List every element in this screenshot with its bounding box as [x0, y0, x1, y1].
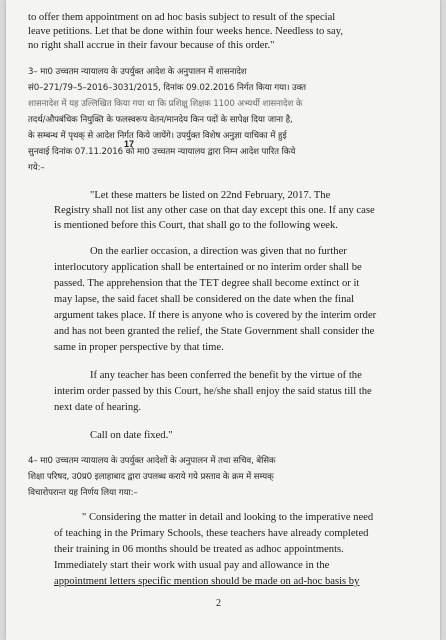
hindi-line: सं0–271/79–5–2016–3031/2015, दिनांक 09.02.2016 निर्गत किया गया। उक्त: [28, 83, 306, 93]
text-line: to offer them appointment on ad hoc basis subject to result of the special: [28, 12, 336, 23]
text-line: Call on date fixed.": [90, 430, 173, 441]
text-line: argument takes place. If there is anyone who is covered by the interim order: [54, 310, 377, 321]
text-line: appointment letters specific mention should be made on ad-hoc basis by: [54, 576, 360, 587]
hindi-line: 3– मा0 उच्चतम न्यायालय के उपर्युक्त आदेश के अनुपालन में शासनादेश: [28, 67, 247, 77]
hindi-line: सुनवाई दिनांक 07.11.2016 को मा0 उच्चतम न्यायालय द्वारा निम्न आदेश पारित किये: [28, 147, 296, 157]
hindi-line: 4– मा0 उच्चतम न्यायालय के उपर्युक्त आदेशों के अनुपालन में तथा सचिव, बेसिक: [28, 456, 276, 466]
page-stamp-number: 17: [124, 139, 135, 149]
text-line: and has not been granted the relief, the State Government shall consider the: [54, 326, 375, 337]
text-line: no right shall accrue in their favour because of this order.": [28, 40, 275, 51]
hindi-line: विचारोपरान्त यह निर्णय लिया गया:–: [28, 488, 138, 498]
text-line: Immediately start their work with usual pay and allowance in the: [54, 560, 330, 571]
text-line: Registry shall not list any other case on that day except this one. If any case: [54, 205, 375, 216]
text-line: "Let these matters be listed on 22nd February, 2017. The: [90, 190, 331, 201]
text-line: same in proper perspective by that time.: [54, 342, 224, 353]
hindi-line: तदर्थ/औपबंधिक नियुक्ति के फलस्वरूप वेतन/मानदेय किन पदों के सापेक्ष दिया जाना है,: [28, 115, 293, 125]
document-page: [6, 0, 440, 640]
hindi-line: गये:–: [28, 163, 45, 173]
text-line: interlocutory application shall be entertained or no interim order shall be: [54, 262, 362, 273]
page-number: 2: [216, 598, 221, 609]
hindi-line: शिक्षा परिषद, उ0प्र0 इलाहाबाद द्वारा उपलब्ध कराये गये प्रस्ताव के क्रम में सम्यक्: [28, 472, 274, 482]
text-line: is mentioned before this Court, that shall go to the following week.: [54, 220, 338, 231]
text-line: may lapse, the said facet shall be considered on the date when the final: [54, 294, 355, 305]
text-line: their training in 06 months should be treated as adhoc appointments.: [54, 544, 344, 555]
text-line: If any teacher has been conferred the benefit by the virtue of the: [90, 370, 362, 381]
text-line: On the earlier occasion, a direction was given that no further: [90, 246, 347, 257]
text-line: of teaching in the Primary Schools, these teachers have already completed: [54, 528, 369, 539]
text-line: next date of hearing.: [54, 402, 142, 413]
hindi-line: के सम्बन्ध में पृथक् से आदेश निर्गत किये जायेंगे। उपर्युक्त विशेष अनुज्ञा याचिका में हुई: [28, 131, 287, 141]
text-line: leave petitions. Let that be done within four weeks hence. Needless to say,: [28, 26, 343, 37]
text-line: " Considering the matter in detail and looking to the imperative need: [82, 512, 374, 523]
text-line: interim order passed by this Court, he/she shall enjoy the said status till the: [54, 386, 372, 397]
text-line: passed. The apprehension that the TET degree shall become extinct or it: [54, 278, 360, 289]
hindi-line: शासनादेश में यह उल्लिखित किया गया था कि प्रशिक्षु शिक्षक 1100 अभ्यर्थी शासनादेश के: [28, 99, 303, 109]
